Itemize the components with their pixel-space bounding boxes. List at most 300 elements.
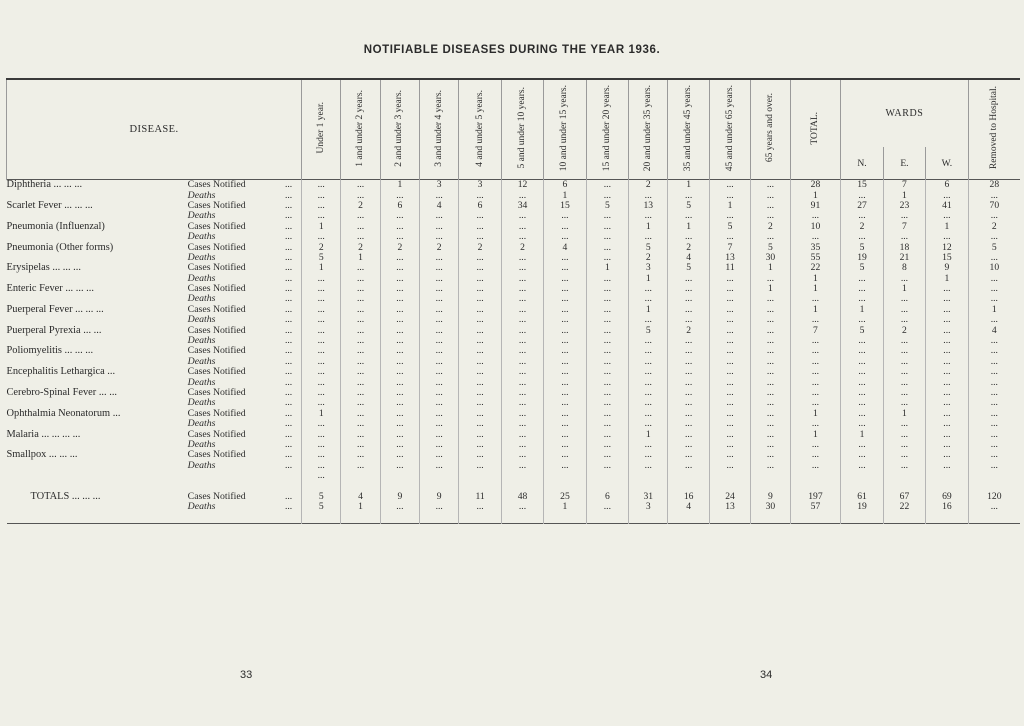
- disease-name: Poliomyelitis ... ... ...: [6, 345, 94, 357]
- total-cell: ...: [459, 502, 501, 512]
- data-cell: ...: [629, 377, 668, 387]
- data-cell: 5: [629, 325, 668, 335]
- data-cell: ...: [968, 294, 1020, 304]
- data-cell: ...: [751, 367, 790, 377]
- data-cell: ...: [341, 357, 380, 367]
- total-cell: 48: [501, 492, 543, 502]
- data-cell: ...: [709, 388, 750, 398]
- disease-cases-row: [7, 450, 1021, 460]
- data-cell: 4: [968, 325, 1020, 335]
- data-cell: ...: [341, 274, 380, 284]
- data-cell: ...: [380, 388, 419, 398]
- data-cell: 2: [668, 325, 709, 335]
- data-cell: ...: [459, 388, 501, 398]
- data-cell: ...: [709, 294, 750, 304]
- total-cell: 16: [926, 502, 968, 512]
- data-cell: 1: [668, 222, 709, 232]
- data-cell: ...: [420, 419, 459, 429]
- data-cell: ...: [302, 201, 341, 211]
- data-cell: ...: [751, 409, 790, 419]
- data-cell: 2: [501, 242, 543, 252]
- data-cell: ...: [501, 440, 543, 450]
- data-cell: ...: [668, 190, 709, 200]
- data-cell: ...: [841, 398, 883, 408]
- data-cell: ...: [459, 294, 501, 304]
- data-cell: ...: [883, 429, 925, 439]
- data-cell: 5: [841, 325, 883, 335]
- data-cell: ...: [380, 336, 419, 346]
- data-cell: ...: [751, 440, 790, 450]
- data-cell: ...: [544, 336, 586, 346]
- data-cell: 15: [841, 180, 883, 191]
- data-cell: ...: [629, 357, 668, 367]
- data-cell: ...: [668, 398, 709, 408]
- leader-dots: ...: [284, 428, 293, 440]
- totals-label: TOTALS ... ... ...: [30, 490, 101, 502]
- data-cell: ...: [302, 377, 341, 387]
- data-cell: ...: [668, 367, 709, 377]
- data-cell: ...: [544, 377, 586, 387]
- data-cell: ...: [420, 429, 459, 439]
- data-cell: ...: [841, 294, 883, 304]
- data-cell: 1: [751, 263, 790, 273]
- data-cell: ...: [968, 211, 1020, 221]
- data-cell: 5: [668, 263, 709, 273]
- data-cell: ...: [501, 253, 543, 263]
- data-cell: 1: [629, 305, 668, 315]
- data-cell: ...: [883, 377, 925, 387]
- data-cell: ...: [841, 357, 883, 367]
- data-cell: ...: [341, 440, 380, 450]
- data-cell: ...: [544, 461, 586, 471]
- data-cell: 28: [790, 180, 841, 191]
- data-cell: 1: [380, 180, 419, 191]
- data-cell: 34: [501, 201, 543, 211]
- data-cell: ...: [790, 336, 841, 346]
- disease-name: Ophthalmia Neonatorum ...: [6, 407, 121, 419]
- data-cell: ...: [420, 222, 459, 232]
- table-header: [7, 79, 1021, 180]
- data-cell: 7: [790, 325, 841, 335]
- data-cell: ...: [709, 461, 750, 471]
- disease-name: Encephalitis Lethargica ...: [6, 366, 116, 378]
- ward-header-e: E.: [883, 147, 925, 180]
- blank: [7, 471, 188, 481]
- data-cell: ...: [841, 232, 883, 242]
- data-cell: ...: [709, 440, 750, 450]
- data-cell: ...: [668, 377, 709, 387]
- data-cell: ...: [709, 211, 750, 221]
- age-header-1-2: 1 and under 2 years.: [341, 79, 380, 180]
- data-cell: ...: [668, 440, 709, 450]
- data-cell: ...: [380, 263, 419, 273]
- data-cell: ...: [968, 440, 1020, 450]
- page-title: NOTIFIABLE DISEASES DURING THE YEAR 1936.: [363, 44, 661, 56]
- data-cell: 5: [841, 263, 883, 273]
- data-cell: ...: [883, 388, 925, 398]
- data-cell: ...: [501, 377, 543, 387]
- age-header-3-4: 3 and under 4 years.: [420, 79, 459, 180]
- disease-deaths-row: [7, 232, 1021, 242]
- data-cell: ...: [629, 388, 668, 398]
- data-cell: ...: [668, 294, 709, 304]
- data-cell: 5: [841, 242, 883, 252]
- data-cell: 4: [420, 201, 459, 211]
- data-cell: ...: [968, 367, 1020, 377]
- data-cell: 7: [883, 180, 925, 191]
- data-cell: ...: [544, 419, 586, 429]
- total-cell: 5: [302, 492, 341, 502]
- data-cell: 35: [790, 242, 841, 252]
- data-cell: ...: [501, 294, 543, 304]
- data-cell: ...: [968, 284, 1020, 294]
- total-cell: 16: [668, 492, 709, 502]
- total-cell: 69: [926, 492, 968, 502]
- data-cell: 1: [668, 180, 709, 191]
- data-cell: ...: [790, 419, 841, 429]
- data-cell: ...: [420, 409, 459, 419]
- data-cell: ...: [341, 461, 380, 471]
- leader-dots: ...: [284, 345, 293, 357]
- data-cell: ...: [586, 274, 628, 284]
- data-cell: ...: [544, 263, 586, 273]
- leader-dots: ...: [284, 241, 293, 253]
- row-type-label: Deaths: [187, 459, 216, 471]
- data-cell: ...: [668, 409, 709, 419]
- data-cell: ...: [544, 367, 586, 377]
- data-cell: ...: [751, 274, 790, 284]
- data-cell: ...: [709, 325, 750, 335]
- age-header-4-5: 4 and under 5 years.: [459, 79, 501, 180]
- data-cell: 1: [883, 284, 925, 294]
- data-cell: ...: [341, 377, 380, 387]
- data-cell: ...: [302, 429, 341, 439]
- leader-dots: ...: [284, 376, 293, 388]
- data-cell: ...: [883, 440, 925, 450]
- data-cell: ...: [420, 253, 459, 263]
- data-cell: ...: [751, 419, 790, 429]
- data-cell: ...: [709, 180, 750, 191]
- leader-dots: ...: [284, 438, 293, 450]
- data-cell: ...: [926, 398, 968, 408]
- disease-cases-row: [7, 346, 1021, 356]
- total-cell: 4: [341, 492, 380, 502]
- data-cell: ...: [302, 315, 341, 325]
- data-cell: ...: [629, 294, 668, 304]
- data-cell: ...: [841, 377, 883, 387]
- total-cell: 22: [883, 502, 925, 512]
- leader-dots: ...: [284, 459, 293, 471]
- data-cell: ...: [709, 377, 750, 387]
- data-cell: 1: [790, 429, 841, 439]
- data-cell: 1: [790, 190, 841, 200]
- data-cell: 1: [968, 305, 1020, 315]
- age-header-5-10: 5 and under 10 years.: [501, 79, 543, 180]
- data-cell: ...: [883, 398, 925, 408]
- disease-name: Puerperal Pyrexia ... ...: [6, 324, 102, 336]
- data-cell: ...: [501, 211, 543, 221]
- data-cell: ...: [544, 222, 586, 232]
- data-cell: 1: [790, 305, 841, 315]
- data-cell: ...: [380, 325, 419, 335]
- data-cell: ...: [380, 232, 419, 242]
- data-cell: ...: [790, 357, 841, 367]
- data-cell: ...: [841, 211, 883, 221]
- data-cell: ...: [586, 305, 628, 315]
- data-cell: ...: [968, 398, 1020, 408]
- row-type-label: Deaths: [187, 231, 216, 243]
- data-cell: 4: [544, 242, 586, 252]
- data-cell: ...: [380, 294, 419, 304]
- data-cell: 1: [629, 429, 668, 439]
- data-cell: 5: [629, 242, 668, 252]
- data-cell: ...: [544, 274, 586, 284]
- age-header-65-over: 65 years and over.: [751, 79, 790, 180]
- data-cell: ...: [459, 274, 501, 284]
- data-cell: ...: [380, 284, 419, 294]
- data-cell: ...: [629, 284, 668, 294]
- blank-cell: [668, 471, 709, 481]
- data-cell: ...: [544, 284, 586, 294]
- data-cell: ...: [420, 440, 459, 450]
- data-cell: ...: [501, 409, 543, 419]
- data-cell: ...: [459, 211, 501, 221]
- data-cell: ...: [751, 357, 790, 367]
- leader-dots: ...: [284, 418, 293, 430]
- data-cell: ...: [926, 305, 968, 315]
- data-cell: 2: [841, 222, 883, 232]
- data-cell: ...: [501, 284, 543, 294]
- data-cell: 15: [544, 201, 586, 211]
- data-cell: 5: [709, 222, 750, 232]
- data-cell: ...: [709, 232, 750, 242]
- disease-name-blank: [7, 232, 188, 242]
- data-cell: ...: [841, 284, 883, 294]
- data-cell: ...: [341, 450, 380, 460]
- data-cell: ...: [501, 190, 543, 200]
- leader-dots: ...: [284, 303, 293, 315]
- data-cell: ...: [586, 367, 628, 377]
- data-cell: ...: [709, 367, 750, 377]
- age-header-10-15: 10 and under 15 years.: [544, 79, 586, 180]
- data-cell: ...: [709, 429, 750, 439]
- data-cell: ...: [380, 346, 419, 356]
- data-cell: ...: [968, 419, 1020, 429]
- row-type-label: Deaths: [187, 438, 216, 450]
- data-cell: ...: [501, 222, 543, 232]
- ward-header-n: N.: [841, 147, 883, 180]
- data-cell: ...: [629, 450, 668, 460]
- blank-cell: [380, 471, 419, 481]
- data-cell: 5: [302, 253, 341, 263]
- data-cell: 2: [668, 242, 709, 252]
- disease-cases-row: [7, 180, 1021, 191]
- disease-name-blank: [7, 419, 188, 429]
- data-cell: ...: [302, 232, 341, 242]
- row-type-label: Cases Notified: [187, 283, 246, 295]
- data-cell: ...: [668, 419, 709, 429]
- data-cell: ...: [629, 232, 668, 242]
- age-header-15-20: 15 and under 20 years.: [586, 79, 628, 180]
- data-cell: ...: [380, 274, 419, 284]
- data-cell: 55: [790, 253, 841, 263]
- data-cell: ...: [629, 367, 668, 377]
- total-cell: 120: [968, 492, 1020, 502]
- data-cell: ...: [501, 325, 543, 335]
- data-cell: 22: [790, 263, 841, 273]
- data-cell: ...: [420, 336, 459, 346]
- data-cell: ...: [501, 357, 543, 367]
- data-cell: ...: [668, 274, 709, 284]
- data-cell: ...: [459, 190, 501, 200]
- total-cell: 67: [883, 492, 925, 502]
- data-cell: ...: [668, 232, 709, 242]
- data-cell: ...: [302, 398, 341, 408]
- leader-dots: ...: [284, 251, 293, 263]
- total-cell: 5: [302, 502, 341, 512]
- data-cell: ...: [341, 315, 380, 325]
- total-cell: ...: [968, 502, 1020, 512]
- data-cell: ...: [459, 284, 501, 294]
- data-cell: ...: [302, 336, 341, 346]
- disease-deaths-row: [7, 461, 1021, 471]
- data-cell: ...: [302, 305, 341, 315]
- data-cell: ...: [420, 263, 459, 273]
- data-cell: ...: [459, 367, 501, 377]
- data-cell: ...: [790, 398, 841, 408]
- data-cell: ...: [926, 190, 968, 200]
- data-cell: ...: [380, 429, 419, 439]
- data-cell: ...: [841, 315, 883, 325]
- row-type-label: Cases Notified: [187, 387, 246, 398]
- data-cell: ...: [302, 294, 341, 304]
- data-cell: ...: [501, 232, 543, 242]
- leader-dots: ...: [284, 490, 293, 502]
- data-cell: ...: [841, 450, 883, 460]
- data-cell: ...: [459, 429, 501, 439]
- data-cell: ...: [968, 232, 1020, 242]
- data-cell: ...: [302, 346, 341, 356]
- data-cell: ...: [302, 284, 341, 294]
- data-cell: ...: [501, 274, 543, 284]
- data-cell: ...: [926, 409, 968, 419]
- data-cell: 1: [926, 274, 968, 284]
- data-cell: 2: [380, 242, 419, 252]
- data-cell: 12: [926, 242, 968, 252]
- data-cell: 2: [629, 253, 668, 263]
- data-cell: ...: [751, 315, 790, 325]
- data-cell: ...: [883, 211, 925, 221]
- data-cell: ...: [841, 336, 883, 346]
- data-cell: ...: [668, 388, 709, 398]
- blank-cell: [841, 471, 883, 481]
- data-cell: ...: [790, 232, 841, 242]
- data-cell: ...: [883, 367, 925, 377]
- total-cell: ...: [501, 502, 543, 512]
- disease-deaths-row: [7, 336, 1021, 346]
- removed-to-hospital-header: Removed to Hospital.: [968, 79, 1020, 180]
- total-cell: 61: [841, 492, 883, 502]
- data-cell: ...: [380, 461, 419, 471]
- data-cell: ...: [302, 180, 341, 191]
- data-cell: ...: [586, 388, 628, 398]
- data-cell: ...: [341, 211, 380, 221]
- leader-dots: ...: [284, 366, 293, 378]
- disease-cases-row: [7, 242, 1021, 252]
- data-cell: ...: [841, 346, 883, 356]
- data-cell: ...: [629, 336, 668, 346]
- data-cell: 10: [790, 222, 841, 232]
- leader-dots: ...: [284, 335, 293, 347]
- disease-name: Cerebro-Spinal Fever ... ...: [6, 387, 118, 398]
- data-cell: ...: [841, 367, 883, 377]
- data-cell: ...: [341, 325, 380, 335]
- row-type-label: Cases Notified: [187, 220, 246, 232]
- row-type-label: Cases Notified: [187, 262, 246, 274]
- data-cell: 3: [629, 263, 668, 273]
- data-cell: ...: [883, 357, 925, 367]
- disease-name: Malaria ... ... ... ...: [6, 428, 81, 440]
- disease-name: Enteric Fever ... ... ...: [6, 283, 94, 295]
- data-cell: ...: [751, 450, 790, 460]
- row-type-label: Cases Notified: [187, 490, 246, 502]
- data-cell: ...: [586, 419, 628, 429]
- data-cell: ...: [841, 440, 883, 450]
- data-cell: ...: [501, 367, 543, 377]
- data-cell: 1: [790, 284, 841, 294]
- data-cell: ...: [380, 419, 419, 429]
- data-cell: ...: [341, 190, 380, 200]
- data-cell: ...: [790, 346, 841, 356]
- data-cell: ...: [629, 409, 668, 419]
- data-cell: ...: [380, 409, 419, 419]
- total-cell: 9: [380, 492, 419, 502]
- row-type-label: Deaths: [187, 293, 216, 305]
- data-cell: ...: [459, 440, 501, 450]
- data-cell: ...: [668, 429, 709, 439]
- data-cell: ...: [668, 357, 709, 367]
- data-cell: ...: [586, 242, 628, 252]
- data-cell: ...: [586, 346, 628, 356]
- data-cell: ...: [420, 294, 459, 304]
- row-type-label: Deaths: [187, 501, 216, 513]
- data-cell: 15: [926, 253, 968, 263]
- data-cell: ...: [459, 461, 501, 471]
- data-cell: ...: [751, 211, 790, 221]
- data-cell: ...: [302, 367, 341, 377]
- disease-cases-row: [7, 201, 1021, 211]
- data-cell: ...: [968, 336, 1020, 346]
- data-cell: ...: [968, 253, 1020, 263]
- data-cell: 1: [341, 253, 380, 263]
- data-cell: ...: [751, 377, 790, 387]
- data-cell: 1: [926, 222, 968, 232]
- data-cell: ...: [751, 294, 790, 304]
- data-cell: ...: [544, 315, 586, 325]
- data-cell: ...: [883, 305, 925, 315]
- notifiable-diseases-table: [6, 78, 1020, 524]
- data-cell: ...: [459, 346, 501, 356]
- row-type-label: Deaths: [187, 189, 216, 201]
- data-cell: ...: [420, 377, 459, 387]
- disease-cases-row: [7, 305, 1021, 315]
- disease-deaths-row: [7, 253, 1021, 263]
- total-cell: 31: [629, 492, 668, 502]
- data-cell: ...: [629, 211, 668, 221]
- row-type-label: Cases Notified: [187, 428, 246, 440]
- leader-dots: ...: [284, 210, 293, 222]
- data-cell: 2: [751, 222, 790, 232]
